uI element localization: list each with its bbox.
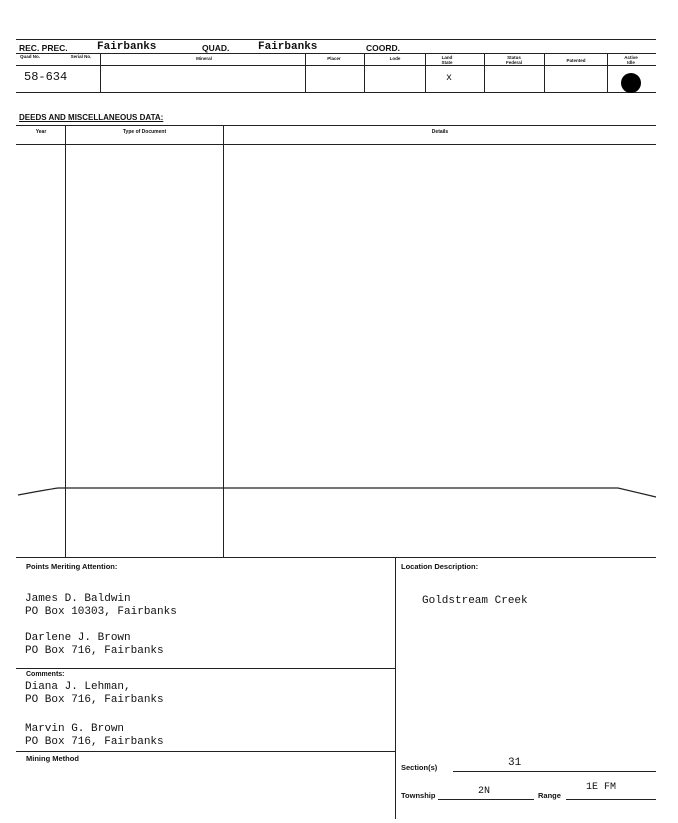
divider-after-serial (100, 53, 101, 92)
header-top-rule (16, 39, 656, 40)
township-value: 2N (478, 786, 491, 797)
location-label: Location Description: (401, 562, 479, 571)
points-label: Points Meriting Attention: (26, 562, 118, 571)
comments-top-rule (16, 668, 395, 669)
divider-after-patented (607, 53, 608, 92)
points-entry-1-name: James D. Baldwin (25, 593, 131, 605)
col-lode: Lode (389, 56, 401, 61)
col-land-state: Land State (441, 55, 453, 65)
township-underline (438, 799, 534, 800)
col-serial-no: Serial No. (70, 54, 92, 59)
col-placer: Placer (327, 56, 341, 61)
range-label: Range (538, 791, 561, 800)
fold-line (0, 478, 678, 508)
col-mineral: Mineral (196, 56, 212, 61)
points-entry-1-addr: PO Box 10303, Fairbanks (25, 606, 177, 618)
deeds-header-bottom-rule (16, 144, 656, 145)
col-quad-no: Quad No. (20, 54, 40, 59)
deeds-col-year: Year (35, 129, 47, 135)
comments-entry-1 (25, 681, 164, 707)
deeds-bottom-rule (16, 557, 656, 558)
township-label: Township (401, 791, 436, 800)
section-value: 31 (508, 757, 522, 769)
record-row-top-rule (16, 65, 656, 66)
quad-value: Fairbanks (258, 41, 318, 53)
active-status-dot (621, 73, 641, 93)
deeds-header-top-rule (16, 125, 656, 126)
range-value: 1E FM (586, 782, 617, 793)
record-row-bottom-rule (16, 92, 656, 93)
section-underline (453, 771, 656, 772)
range-underline (566, 799, 656, 800)
divider-after-placer (364, 53, 365, 92)
points-entry-2-addr: PO Box 716, Fairbanks (25, 645, 164, 657)
quad-label: QUAD. (202, 43, 230, 53)
col-active-idle: Active Idle (624, 55, 638, 65)
divider-after-lode (425, 53, 426, 92)
comments-label: Comments: (26, 671, 65, 678)
col-patented: Patented (566, 58, 586, 63)
points-entry-1 (25, 593, 177, 619)
comments-entry-1-addr: PO Box 716, Fairbanks (25, 694, 164, 706)
location-value: Goldstream Creek (422, 595, 528, 607)
comments-entry-1-name: Diana J. Lehman, (25, 681, 131, 693)
header-row-rule (16, 53, 656, 54)
land-state-mark: x (446, 73, 453, 84)
lower-divider (395, 557, 396, 819)
rec-prec-label: REC. PREC. (19, 43, 68, 53)
deeds-title: DEEDS AND MISCELLANEOUS DATA: (19, 113, 164, 122)
divider-after-status-federal (544, 53, 545, 92)
mining-method-label: Mining Method (26, 754, 79, 763)
comments-entry-2-addr: PO Box 716, Fairbanks (25, 736, 164, 748)
comments-entry-2-name: Marvin G. Brown (25, 723, 125, 735)
col-status-federal: Status Federal (505, 55, 522, 65)
divider-after-land-state (484, 53, 485, 92)
coord-label: COORD. (366, 43, 400, 53)
points-entry-2-name: Darlene J. Brown (25, 632, 131, 644)
deeds-col-details: Details (431, 129, 449, 135)
record-id: 58-634 (24, 70, 68, 84)
deeds-col-type: Type of Document (122, 129, 167, 135)
comments-entry-2 (25, 723, 164, 749)
rec-prec-value: Fairbanks (97, 41, 157, 53)
divider-after-mineral (305, 53, 306, 92)
mining-method-top-rule (16, 751, 395, 752)
section-label: Section(s) (401, 763, 438, 772)
points-entry-2 (25, 632, 164, 658)
